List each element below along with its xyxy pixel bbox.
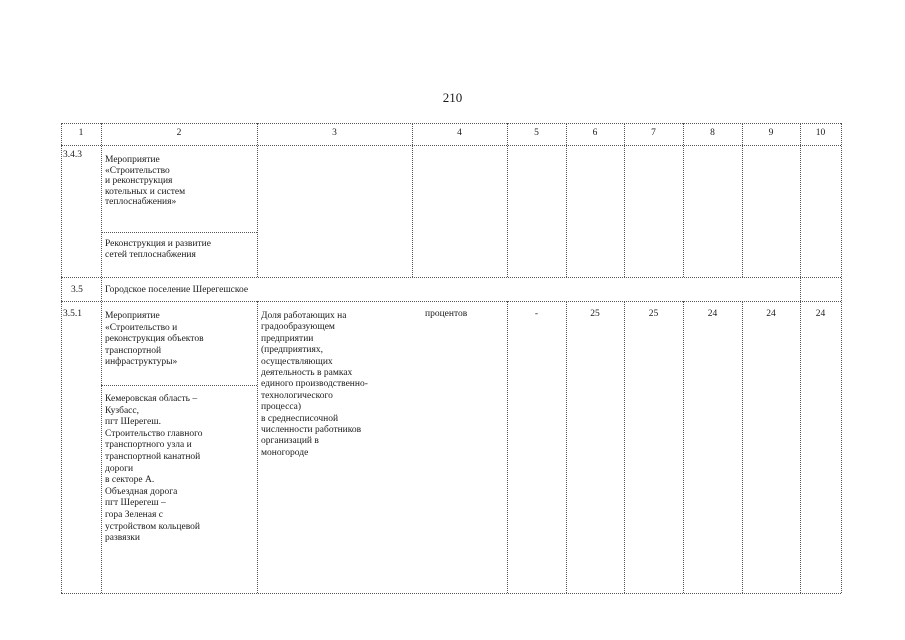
header-row-divider — [61, 145, 841, 146]
row-351-number: 3.5.1 — [63, 309, 82, 319]
row-351-top-divider — [61, 301, 841, 302]
col-6-divider-lower — [624, 301, 625, 593]
row-35-top-divider — [61, 277, 841, 278]
col-8-divider-lower — [742, 301, 743, 593]
col-3-divider — [412, 123, 413, 277]
row-351-event: Мероприятие «Строительство и реконструкция объектов транспортной инфраструктуры» — [105, 311, 204, 367]
row-351-col-5: - — [534, 309, 539, 319]
col-5-divider — [566, 123, 567, 277]
header-col-9: 9 — [768, 128, 774, 138]
header-col-8: 8 — [710, 128, 715, 138]
col-2-divider — [257, 123, 258, 277]
row-351-sub-event: Кемеровская область – Кузбасс, пгт Шерегеш. Строительство главного транспортного узла и транспортной канатной дороги в секторе А. Объездная дорога пгт Шерегеш – гора Зеленая с устройством кольцевой развязки — [105, 394, 203, 544]
row-351-col-8: 24 — [707, 309, 718, 319]
row-343-number: 3.4.3 — [63, 150, 82, 160]
header-col-10: 10 — [815, 128, 826, 138]
col-7-divider-lower — [683, 301, 684, 593]
row-343-sub-divider — [101, 232, 257, 233]
header-col-1: 1 — [78, 128, 84, 138]
header-col-3: 3 — [332, 128, 337, 138]
col-4-divider — [507, 123, 508, 277]
header-col-4: 4 — [457, 128, 462, 138]
row-343-event: Мероприятие «Строительство и реконструкция котельных и систем теплоснабжения» — [105, 155, 186, 207]
row-35-number: 3.5 — [71, 285, 83, 295]
row-351-sub-divider — [101, 385, 257, 386]
col-4-divider-lower — [507, 301, 508, 593]
col-5-divider-lower — [566, 301, 567, 593]
row-351-col-6: 25 — [590, 309, 600, 319]
row-351-col-7: 25 — [648, 309, 659, 319]
header-col-2: 2 — [176, 128, 182, 138]
row-343-sub-event: Реконструкция и развитие сетей теплоснабжения — [105, 239, 211, 260]
header-col-6: 6 — [592, 128, 598, 138]
col-6-divider — [624, 123, 625, 277]
row-351-col-9: 24 — [766, 309, 776, 319]
page-number: 210 — [442, 90, 463, 105]
col-9-divider — [800, 123, 801, 593]
row-35-title: Городское поселение Шерегешское — [105, 285, 249, 295]
table-border-top — [61, 123, 841, 124]
row-351-indicator: Доля работающих на градообразующем предприятии (предприятиях, осуществляющих деятельность в рамках единого производственно- технологического процесса) в среднесписочной численности работников организаций в моногороде — [261, 311, 368, 458]
table-border-bottom — [61, 593, 841, 594]
header-col-7: 7 — [651, 128, 656, 138]
col-7-divider — [683, 123, 684, 277]
header-col-5: 5 — [534, 128, 539, 138]
table-border-left — [61, 123, 62, 593]
row-351-unit: процентов — [425, 309, 468, 319]
data-table — [61, 123, 841, 593]
table-border-right — [841, 123, 842, 593]
col-8-divider — [742, 123, 743, 277]
row-351-col-10: 24 — [815, 309, 826, 319]
